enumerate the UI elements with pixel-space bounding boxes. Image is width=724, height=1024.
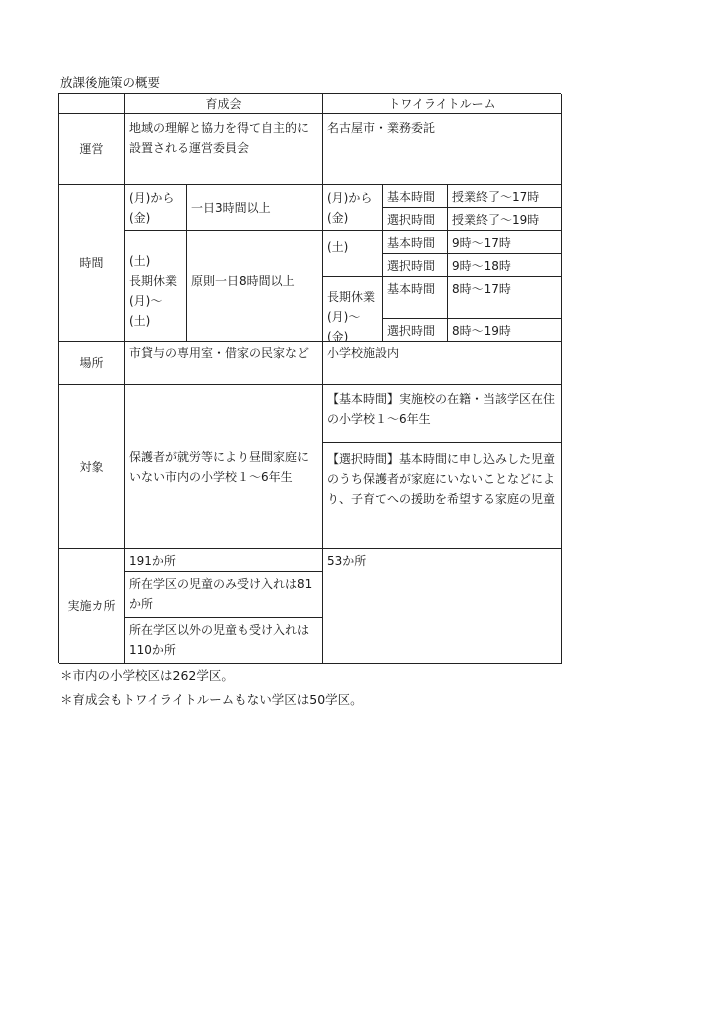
document-title: 放課後施策の概要 bbox=[60, 75, 161, 90]
header-twilight: トワイライトルーム bbox=[323, 94, 562, 114]
jisshi-twilight: 53か所 bbox=[323, 549, 562, 664]
row-label-jisshi: 実施カ所 bbox=[59, 549, 125, 664]
tw-sat-basic: 9時〜17時 bbox=[448, 231, 562, 254]
note-1: ＊市内の小学校区は262学区。 bbox=[60, 668, 234, 683]
jisshi-ik-total: 191か所 bbox=[125, 549, 323, 572]
ik-sat-days bbox=[125, 231, 187, 342]
ik-sat-days-line3: (月)〜(土) bbox=[129, 294, 163, 328]
tw-weekday-basic: 授業終了〜17時 bbox=[448, 185, 562, 208]
ik-sat-time: 原則一日8時間以上 bbox=[187, 231, 323, 342]
tw-sat-days: (土) bbox=[323, 231, 383, 277]
row-label-taisho: 対象 bbox=[59, 385, 125, 549]
tw-long-days-line1: 長期休業 bbox=[327, 290, 376, 304]
tw-weekday-basic-label: 基本時間 bbox=[383, 185, 448, 208]
row-label-jikan: 時間 bbox=[59, 185, 125, 342]
ik-weekday-time: 一日3時間以上 bbox=[187, 185, 323, 231]
taisho-ikuseikai-text: 保護者が就労等により昼間家庭にいない市内の小学校１〜6年生 bbox=[129, 449, 310, 484]
tw-long-select: 8時〜19時 bbox=[448, 319, 562, 342]
header-ikuseikai: 育成会 bbox=[125, 94, 323, 114]
row-label-unei: 運営 bbox=[59, 114, 125, 185]
tw-weekday-select-label: 選択時間 bbox=[383, 208, 448, 231]
tw-long-select-label: 選択時間 bbox=[383, 319, 448, 342]
tw-sat-select-label: 選択時間 bbox=[383, 254, 448, 277]
tw-weekday-days: (月)から(金) bbox=[323, 185, 383, 231]
tw-long-days bbox=[323, 277, 383, 342]
basho-ikuseikai: 市貸与の専用室・借家の民家など bbox=[125, 342, 323, 385]
tw-long-days-line2: (月)〜(金) bbox=[327, 310, 361, 342]
note-2: ＊育成会もトワイライトルームもない学区は50学区。 bbox=[60, 692, 363, 707]
tw-long-basic-label: 基本時間 bbox=[383, 277, 448, 319]
row-label-basho: 場所 bbox=[59, 342, 125, 385]
policy-table bbox=[58, 93, 561, 663]
jisshi-ik-only: 所在学区の児童のみ受け入れは81か所 bbox=[125, 572, 323, 618]
unei-ikuseikai: 地域の理解と協力を得て自主的に設置される運営委員会 bbox=[125, 114, 323, 185]
tw-weekday-select: 授業終了〜19時 bbox=[448, 208, 562, 231]
taisho-twilight-basic: 【基本時間】実施校の在籍・当該学区在住の小学校１〜6年生 bbox=[323, 385, 562, 443]
tw-sat-select: 9時〜18時 bbox=[448, 254, 562, 277]
header-empty-cell bbox=[59, 94, 125, 114]
tw-long-basic: 8時〜17時 bbox=[448, 277, 562, 319]
taisho-ikuseikai bbox=[125, 385, 323, 549]
unei-twilight: 名古屋市・業務委託 bbox=[323, 114, 562, 185]
ik-sat-days-line2: 長期休業 bbox=[129, 274, 178, 288]
jisshi-ik-other: 所在学区以外の児童も受け入れは110か所 bbox=[125, 618, 323, 664]
taisho-twilight-select: 【選択時間】基本時間に申し込みした児童のうち保護者が家庭にいないことなどにより、子育てへの援助を希望する家庭の児童 bbox=[323, 443, 562, 549]
ik-sat-days-line1: (土) bbox=[129, 254, 151, 268]
basho-twilight: 小学校施設内 bbox=[323, 342, 562, 385]
tw-sat-basic-label: 基本時間 bbox=[383, 231, 448, 254]
ik-weekday-days: (月)から(金) bbox=[125, 185, 187, 231]
